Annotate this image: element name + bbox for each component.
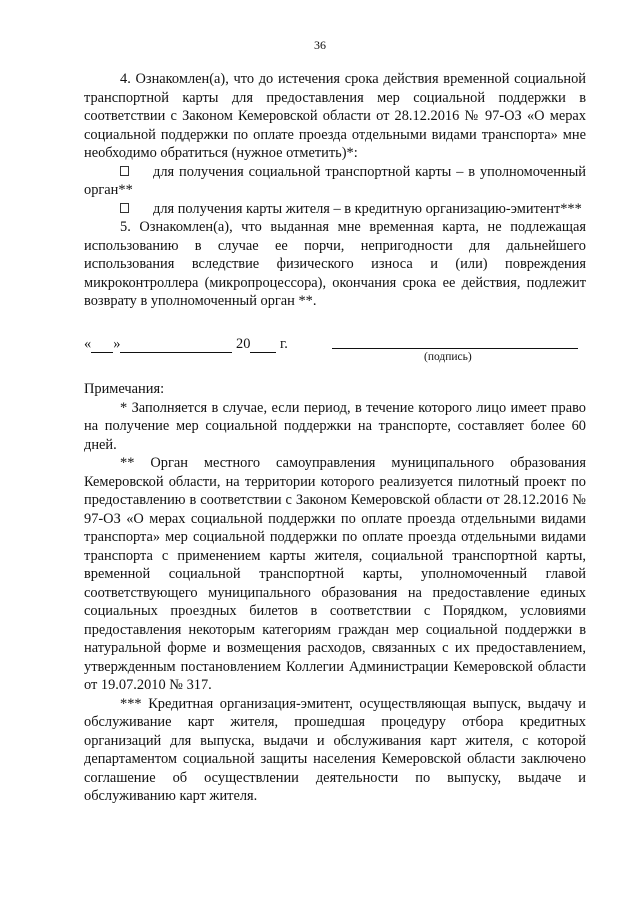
signature-line[interactable] <box>332 348 578 349</box>
checkbox-icon[interactable] <box>120 166 129 176</box>
signature-caption: (подпись) <box>424 351 472 363</box>
notes-section <box>84 380 586 806</box>
note-3: *** Кредитная организация-эмитент, осуществляющая выпуск, выдачу и обслуживание карт жителя, прошедшая процедуру отбора кредитных организаций для выпуска, выдачи и обслуживания карт жителя, с которой департаментом социальной защиты населения Кемеровской области заключено соглашение об осуществлении деятельности по выпуску, выдаче и обслуживанию карт жителя. <box>84 695 586 804</box>
quote-open: « <box>84 336 92 352</box>
page-number: 36 <box>314 38 326 52</box>
note-1: * Заполняется в случае, если период, в течение которого лицо имеет право на получение мер социальной поддержки на транспорте, составляет более 60 дней. <box>84 399 586 453</box>
option-resident-card-label: для получения карты жителя – в кредитную организацию-эмитент*** <box>153 200 582 217</box>
year-suffix: г. <box>280 336 288 352</box>
item-4: 4. Ознакомлен(а), что до истечения срока действия временной социальной транспортной карты для предоставления мер социальной поддержки в соответствии с Законом Кемеровской области от 28.12.2016 № 97-ОЗ «О мерах социальной поддержки по оплате проезда отдельными видами транспорта» мне необходимо обратиться (нужное отметить)*: <box>84 71 586 161</box>
day-blank[interactable] <box>91 338 113 353</box>
year-prefix: 20 <box>236 336 251 352</box>
item-5: 5. Ознакомлен(а), что выданная мне временная карта, не подлежащая использованию в случае ее порчи, непригодности для дальнейшего использования вследствие физического износа и (или) повреждения микроконтроллера (микропроцессора), окончания срока ее действия, подлежит возврату в уполномоченный орган **. <box>84 219 586 309</box>
note-2: ** Орган местного самоуправления муниципального образования Кемеровской области, на территории которого реализуется пилотный проект по предоставлению в соответствии с Законом Кемеровской области от 28.12.2016 № 97-ОЗ «О мерах социальной поддержки по оплате проезда отдельными видами транспорта» мер социальной поддержки по оплате проезда отдельными видами транспорта с применением карты жителя, социальной транспортной карты, временной социальной транспортной карты, уполномоченный главой соответствующего муниципального образования на предоставление единых социальных проездных билетов в соответствии с Порядком, условиями предоставления некоторым категориям граждан мер социальной поддержки в натуральной форме и возмещения расходов, связанных с их предоставлением, утвержденным постановлением Коллегии Администрации Кемеровской области от 19.07.2010 № 317. <box>84 455 586 693</box>
quote-close: » <box>113 336 121 352</box>
signature-row <box>84 336 586 376</box>
option-resident-card[interactable] <box>84 200 586 219</box>
notes-title: Примечания: <box>84 381 165 397</box>
form-items <box>84 70 586 311</box>
year-blank[interactable] <box>250 338 276 353</box>
checkbox-icon[interactable] <box>120 203 129 213</box>
option-social-card[interactable] <box>84 163 586 200</box>
date-field[interactable] <box>84 336 288 353</box>
option-social-card-label: для получения социальной транспортной карты – в уполномоченный орган** <box>84 163 586 198</box>
month-blank[interactable] <box>120 338 232 353</box>
